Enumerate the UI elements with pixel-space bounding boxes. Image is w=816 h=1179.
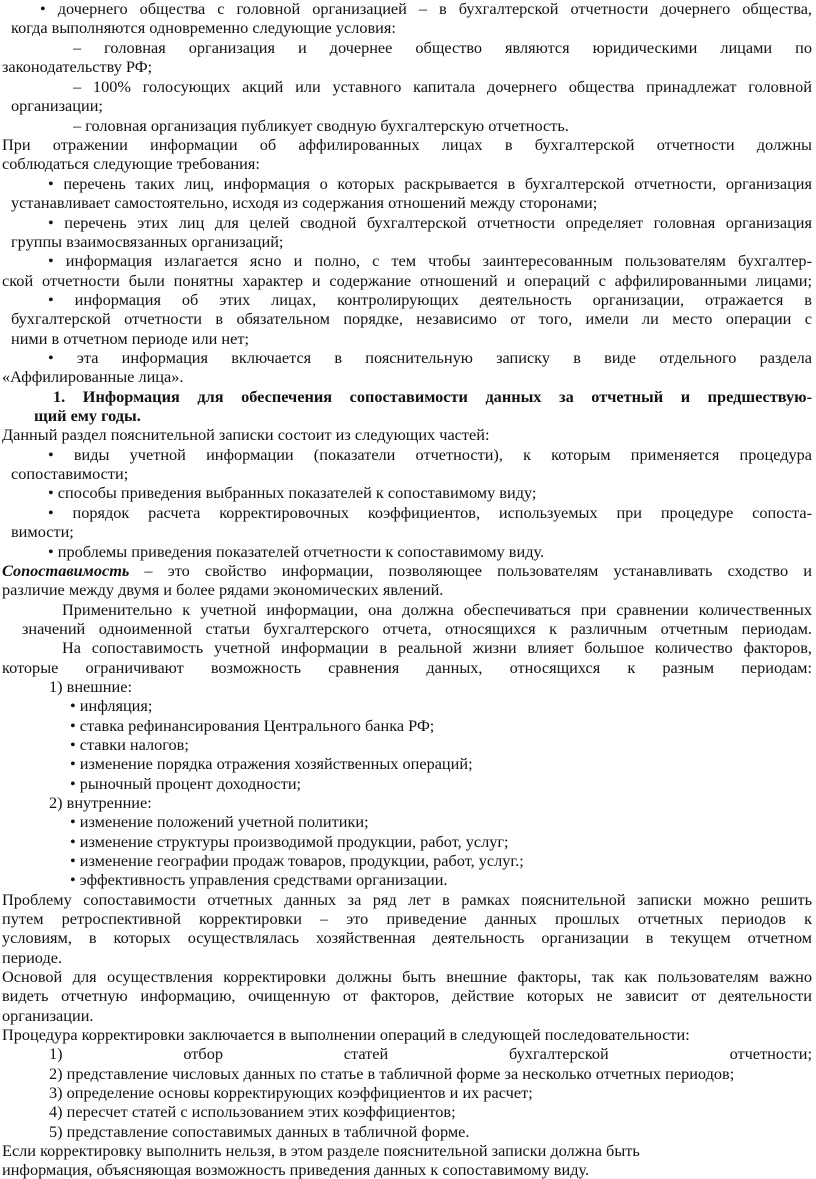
- text-line: 4) пересчет статей с использованием этих коэффициентов;: [49, 1102, 456, 1121]
- text-line: • ставка рефинансирования Центрального банка РФ;: [70, 716, 435, 735]
- text-line: • изменение структуры производимой продукции, работ, услуг;: [70, 832, 509, 851]
- text-line: 1. Информация для обеспечения сопоставимости данных за отчетный и предшествую-: [53, 387, 812, 406]
- text-line: 1) отбор статей бухгалтерской отчетности;: [49, 1044, 812, 1063]
- text-line: • информация излагается ясно и полно, с тем чтобы заинтересованным пользователям бухгалтер-: [48, 251, 812, 270]
- text-line: • рыночный процент доходности;: [70, 774, 302, 793]
- text-line: условиям, в которых осуществлялась хозяйственная деятельность организации в текущем отчетном: [2, 928, 812, 947]
- text-line: • способы приведения выбранных показателей к сопоставимому виду;: [48, 483, 537, 502]
- text-line: группы взаимосвязанных организаций;: [11, 232, 284, 251]
- text-line: Проблему сопоставимости отчетных данных за ряд лет в рамках пояснительной записки можно решить: [2, 890, 812, 909]
- text-line: бухгалтерской отчетности в обязательном порядке, независимо от того, имели ли место операции с: [11, 309, 812, 328]
- text-line: ской отчетности были понятны характер и содержание отношений и операций с аффилированными лицами;: [2, 271, 812, 290]
- text-line: • виды учетной информации (показатели отчетности), к которым применяется процедура: [48, 445, 812, 464]
- term-highlight: Сопоставимость: [2, 561, 130, 580]
- text-line: сопоставимости;: [11, 464, 129, 483]
- text-line: когда выполняются одновременно следующие условия:: [11, 18, 396, 37]
- text-line: • информация об этих лицах, контролирующих деятельность организации, отражается в: [48, 290, 812, 309]
- text-line: – головная организация и дочернее общество являются юридическими лицами по: [73, 38, 812, 57]
- text-line: – 100% голосующих акций или уставного капитала дочернего общества принадлежат головной: [73, 77, 812, 96]
- text-line: Процедура корректировки заключается в выполнении операций в следующей последовательности:: [2, 1025, 690, 1044]
- text-line: • перечень таких лиц, информация о которых раскрывается в бухгалтерской отчетности, организация: [48, 174, 812, 193]
- text-line: Применительно к учетной информации, она должна обеспечиваться при сравнении количественных: [62, 600, 812, 619]
- text-line: путем ретроспективной корректировки – это приведение данных прошлых отчетных периодов к: [2, 909, 812, 928]
- text-line: устанавливает самостоятельно, исходя из содержания отношений между сторонами;: [11, 193, 598, 212]
- text-line: • проблемы приведения показателей отчетности к сопоставимому виду.: [48, 542, 545, 561]
- text-line: значений одноименной статьи бухгалтерского отчета, относящихся к различным отчетным периодам.: [22, 619, 812, 638]
- text-line: информация, объясняющая возможность приведения данных к сопоставимому виду.: [2, 1160, 590, 1179]
- text-line: «Аффилированные лица».: [2, 367, 184, 386]
- text-line: 2) представление числовых данных по статье в табличной форме за несколько отчетных периодов;: [49, 1064, 735, 1083]
- text-line: Данный раздел пояснительной записки состоит из следующих частей:: [2, 425, 490, 444]
- text-line: вимости;: [11, 522, 74, 541]
- text-line: Основой для осуществления корректировки должны быть внешние факторы, так как пользователям важно: [2, 967, 812, 986]
- text-line: • ставки налогов;: [70, 735, 189, 754]
- text-line: • инфляция;: [70, 696, 153, 715]
- text-line: • изменение географии продаж товаров, продукции, работ, услуг.;: [70, 851, 524, 870]
- text-line: Сопоставимость – это свойство информации, позволяющее пользователям устанавливать сходство и: [2, 561, 812, 580]
- text-line: видеть отчетную информацию, очищенную от факторов, действие которых не зависит от деятельности: [2, 986, 812, 1005]
- text-line: 2) внутренние:: [49, 793, 152, 812]
- text-line: • изменение положений учетной политики;: [70, 812, 369, 831]
- text-line: • изменение порядка отражения хозяйственных операций;: [70, 754, 473, 773]
- text-line: 1) внешние:: [49, 677, 132, 696]
- text-line: • перечень этих лиц для целей сводной бухгалтерской отчетности определяет головная организация: [48, 213, 812, 232]
- text-line: Если корректировку выполнить нельзя, в этом разделе пояснительной записки должна быть: [2, 1141, 640, 1160]
- text-line: периоде.: [2, 948, 63, 967]
- text-line: законодательству РФ;: [2, 57, 153, 76]
- text-line: 3) определение основы корректирующих коэффициентов и их расчет;: [49, 1083, 533, 1102]
- text-line: • эффективность управления средствами организации.: [70, 870, 448, 889]
- text-line: – головная организация публикует сводную бухгалтерскую отчетность.: [73, 116, 569, 135]
- text-line: которые ограничивают возможность сравнения данных, относящихся к разным периодам:: [2, 658, 812, 677]
- text-line: различие между двумя и более рядами экономических явлений.: [2, 580, 444, 599]
- text-line: • эта информация включается в пояснительную записку в виде отдельного раздела: [48, 348, 812, 367]
- text-line: При отражении информации об аффилированных лицах в бухгалтерской отчетности должны: [2, 135, 812, 154]
- text-line: организации;: [11, 96, 103, 115]
- text-line: организации.: [2, 1006, 94, 1025]
- text-line: щий ему годы.: [34, 406, 141, 425]
- text-line: • дочернего общества с головной организацией – в бухгалтерской отчетности дочернего общества,: [40, 0, 812, 18]
- text-line: ними в отчетном периоде или нет;: [11, 329, 250, 348]
- text-line: • порядок расчета корректировочных коэффициентов, используемых при процедуре сопоста-: [48, 503, 812, 522]
- text-line: На сопоставимость учетной информации в реальной жизни влияет большое количество факторов,: [62, 638, 812, 657]
- text-line: соблюдаться следующие требования:: [2, 154, 260, 173]
- text-line: 5) представление сопоставимых данных в табличной форме.: [49, 1122, 470, 1141]
